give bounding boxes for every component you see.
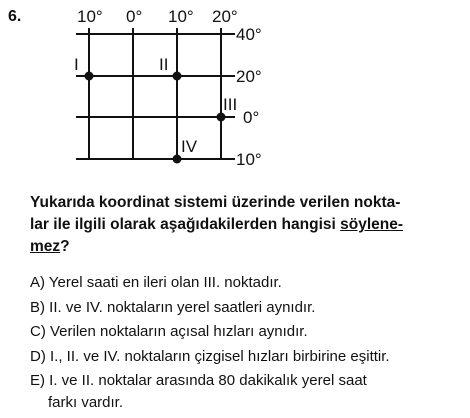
option-text: II. ve IV. noktaların yerel saatleri aynıdır. [49, 298, 316, 316]
point-iv-label: IV [181, 137, 198, 156]
point-iii-label: III [223, 95, 238, 114]
question-line-2-text: lar ile ilgili olarak aşağıdakilerden hangisi [30, 216, 336, 233]
option-letter: A) [30, 274, 45, 291]
point-i-label: I [74, 55, 79, 74]
coordinate-grid-figure [0, 0, 470, 190]
longitude-label: 10° [168, 7, 194, 26]
option-a[interactable] [30, 272, 460, 294]
option-letter: C) [30, 323, 46, 340]
option-text: Yerel saati en ileri olan III. noktadır. [48, 274, 282, 291]
point-ii-marker [173, 72, 182, 81]
latitude-label: 10° [236, 150, 262, 169]
option-d[interactable] [30, 346, 460, 368]
underlined-keyword-part1: söylene- [340, 216, 404, 233]
longitude-label: 10° [77, 7, 103, 26]
option-text-continuation: farkı vardır. [48, 394, 124, 411]
longitude-label: 20° [212, 7, 238, 26]
point-i-marker [85, 72, 94, 81]
option-text: Verilen noktaların açısal hızları aynıdır. [50, 323, 308, 340]
question-line-3 [30, 236, 445, 258]
question-text [30, 192, 445, 258]
option-b[interactable] [30, 297, 460, 319]
option-letter: B) [30, 298, 45, 316]
question-end-mark: ? [60, 238, 70, 255]
option-letter: E) [30, 372, 45, 389]
option-c[interactable] [30, 321, 460, 343]
question-line-2 [30, 214, 445, 236]
question-number: 6. [8, 8, 22, 25]
option-text: I., II. ve IV. noktaların çizgisel hızları birbirine eşittir. [50, 347, 390, 365]
latitude-label: 40° [236, 25, 262, 44]
option-e[interactable] [30, 370, 460, 414]
option-letter: D) [30, 347, 46, 365]
answer-options [30, 272, 460, 417]
point-ii-label: II [159, 55, 169, 74]
latitude-label: 20° [236, 67, 262, 86]
underlined-keyword-part2: mez [30, 238, 61, 255]
question-line-1: Yukarıda koordinat sistemi üzerinde verilen nokta- [30, 194, 401, 211]
option-text: I. ve II. noktalar arasında 80 dakikalık yerel saat [49, 372, 367, 389]
latitude-label: 0° [243, 108, 260, 127]
longitude-label: 0° [126, 7, 143, 26]
